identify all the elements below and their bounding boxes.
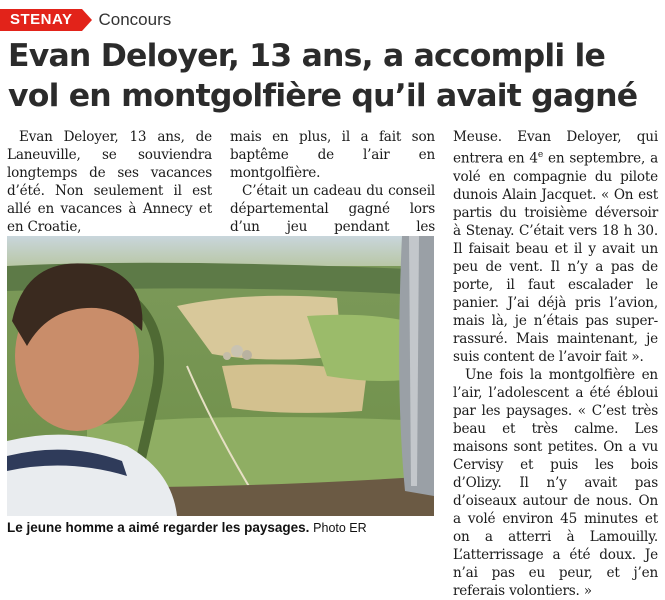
article-photo [7, 236, 434, 516]
headline: Evan Deloyer, 13 ans, a accompli le vol en montgolfière qu’il avait gagné [8, 38, 638, 114]
column-3 [453, 128, 658, 600]
caption-text: Le jeune homme a aimé regarder les paysages. [7, 520, 310, 535]
paragraph-2-part-a: Meuse. Evan Deloyer, qui entrera en 4 [453, 129, 658, 167]
paragraph-2: C’était un cadeau du conseil départemental gagné lors d’un jeu pendant les [230, 183, 435, 235]
aerial-landscape-image [7, 236, 434, 516]
column-1 [7, 128, 212, 236]
paragraph-3: Une fois la montgolfière en l’air, l’adolescent a été ébloui par les paysages. « C’est très beau et très calme. Les maisons sont petites. On a vu Cervisy et puis les bois d’Olizy. Il n’y avait pas d’oiseaux autour de nous. On a volé environ 45 minutes et on a atterri à Lamouilly. L’atterrissage a été doux. Je n’ai pas eu peur, et j’en referais volontiers. » [453, 366, 658, 599]
paragraph-2-continued [453, 128, 658, 366]
paragraph-1: Evan Deloyer, 13 ans, de Laneuville, se souviendra longtemps de ses vacances d’été. Non seulement il est allé en vacances à Annecy et en Croatie, [7, 129, 212, 235]
photo-credit: Photo ER [313, 521, 367, 535]
ordinal-superscript: e [537, 150, 543, 160]
paragraph-2-part-b: en septembre, a volé en compagnie du pilote dunois Alain Jacquet. « On est partis du troisième déversoir à Stenay. C’était vers 18 h 30. Il faisait beau et il y avait un peu de vent. Il n’y a pas de porte, il faut escalader le panier. J’ai déjà pris l’avion, mais là, je n’étais pas super-rassuré. Mais maintenant, je suis content de l’avoir fait » [453, 150, 658, 365]
paragraph-1-continued: mais en plus, il a fait son baptême de l’air en montgolfière. [230, 129, 435, 181]
location-tag: STENAY [0, 9, 82, 31]
category-label: Concours [98, 10, 172, 29]
photo-caption [7, 520, 437, 535]
paragraph-2-end: . [639, 348, 644, 365]
rubric [0, 9, 171, 31]
